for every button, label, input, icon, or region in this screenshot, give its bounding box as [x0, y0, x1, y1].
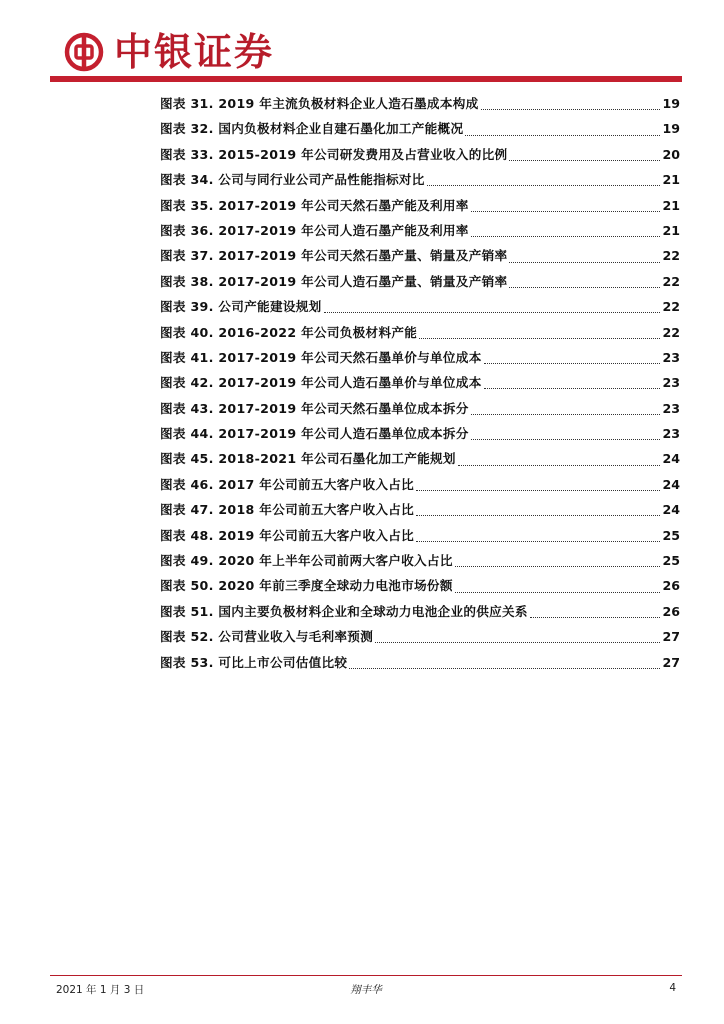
dot-leader: [471, 404, 661, 415]
toc-entry-label[interactable]: 图表 38. 2017-2019 年公司人造石墨产量、销量及产销率: [160, 273, 508, 289]
toc-entry-page[interactable]: 19: [662, 121, 680, 137]
toc-entry-label[interactable]: 图表 46. 2017 年公司前五大客户收入占比: [160, 476, 415, 492]
toc-entry-page[interactable]: 22: [662, 273, 680, 289]
toc-entry[interactable]: [160, 322, 680, 347]
toc-entry-label[interactable]: 图表 37. 2017-2019 年公司天然石墨产量、销量及产销率: [160, 248, 508, 264]
dot-leader: [484, 353, 661, 364]
toc-entry[interactable]: [160, 347, 680, 372]
dot-leader: [427, 175, 661, 186]
dot-leader: [324, 302, 661, 313]
toc-entry-page[interactable]: 27: [662, 654, 680, 670]
toc-entry[interactable]: [160, 423, 680, 448]
toc-entry-page[interactable]: 22: [662, 299, 680, 315]
toc-entry-label[interactable]: 图表 52. 公司营业收入与毛利率预测: [160, 629, 374, 645]
toc-entry[interactable]: [160, 245, 680, 270]
dot-leader: [455, 556, 661, 567]
report-date: 2021 年 1 月 3 日: [56, 984, 145, 996]
toc-entry-label[interactable]: 图表 32. 国内负极材料企业自建石墨化加工产能概况: [160, 121, 464, 137]
dot-leader: [530, 607, 661, 618]
dot-leader: [509, 150, 660, 161]
toc-entry[interactable]: [160, 118, 680, 143]
dot-leader: [416, 531, 660, 542]
dot-leader: [509, 252, 660, 263]
toc-entry-page[interactable]: 23: [662, 426, 680, 442]
dot-leader: [471, 429, 661, 440]
toc-entry[interactable]: [160, 550, 680, 575]
toc-entry-page[interactable]: 24: [662, 451, 680, 467]
toc-entry-page[interactable]: 23: [662, 400, 680, 416]
toc-entry[interactable]: [160, 448, 680, 473]
toc-entry-label[interactable]: 图表 43. 2017-2019 年公司天然石墨单位成本拆分: [160, 400, 469, 416]
toc-entry-label[interactable]: 图表 53. 可比上市公司估值比较: [160, 654, 348, 670]
toc-entry-page[interactable]: 25: [662, 553, 680, 569]
toc-entry-label[interactable]: 图表 36. 2017-2019 年公司人造石墨产能及利用率: [160, 222, 469, 238]
toc-entry-label[interactable]: 图表 34. 公司与同行业公司产品性能指标对比: [160, 172, 425, 188]
toc-entry[interactable]: [160, 626, 680, 651]
toc-entry-label[interactable]: 图表 42. 2017-2019 年公司人造石墨单价与单位成本: [160, 375, 482, 391]
toc-entry[interactable]: [160, 271, 680, 296]
dot-leader: [349, 658, 660, 669]
toc-entry[interactable]: [160, 652, 680, 677]
toc-entry[interactable]: [160, 499, 680, 524]
dot-leader: [471, 201, 661, 212]
toc-entry-page[interactable]: 21: [662, 172, 680, 188]
toc-entry-page[interactable]: 22: [662, 324, 680, 340]
toc-entry[interactable]: [160, 296, 680, 321]
dot-leader: [484, 378, 661, 389]
dot-leader: [458, 455, 661, 466]
toc-entry-page[interactable]: 27: [662, 629, 680, 645]
footer-divider: [50, 975, 682, 976]
toc-entry-label[interactable]: 图表 44. 2017-2019 年公司人造石墨单位成本拆分: [160, 426, 469, 442]
toc-entry[interactable]: [160, 525, 680, 550]
toc-entry-label[interactable]: 图表 51. 国内主要负极材料企业和全球动力电池企业的供应关系: [160, 603, 528, 619]
toc-entry[interactable]: [160, 195, 680, 220]
dot-leader: [465, 125, 660, 136]
toc-entry-label[interactable]: 图表 48. 2019 年公司前五大客户收入占比: [160, 527, 415, 543]
toc-entry-page[interactable]: 21: [662, 197, 680, 213]
toc-entry-page[interactable]: 24: [662, 502, 680, 518]
dot-leader: [375, 632, 660, 643]
toc-entry[interactable]: [160, 169, 680, 194]
toc-entry-label[interactable]: 图表 49. 2020 年上半年公司前两大客户收入占比: [160, 553, 453, 569]
toc-entry[interactable]: [160, 220, 680, 245]
dot-leader: [471, 226, 661, 237]
page-header: [50, 20, 690, 80]
toc-entry-page[interactable]: 26: [662, 603, 680, 619]
toc-entry[interactable]: [160, 474, 680, 499]
toc-entry-label[interactable]: 图表 40. 2016-2022 年公司负极材料产能: [160, 324, 418, 340]
dot-leader: [416, 480, 660, 491]
toc-entry[interactable]: [160, 93, 680, 118]
toc-entry-page[interactable]: 23: [662, 375, 680, 391]
toc-entry-label[interactable]: 图表 50. 2020 年前三季度全球动力电池市场份额: [160, 578, 453, 594]
toc-entry[interactable]: [160, 372, 680, 397]
toc-entry-page[interactable]: 20: [662, 146, 680, 162]
toc-entry-page[interactable]: 19: [662, 96, 680, 111]
toc-entry-label[interactable]: 图表 45. 2018-2021 年公司石墨化加工产能规划: [160, 451, 456, 467]
dot-leader: [509, 277, 660, 288]
toc-entry[interactable]: [160, 575, 680, 600]
dot-leader: [416, 505, 660, 516]
toc-entry-page[interactable]: 26: [662, 578, 680, 594]
company-name: 翔丰华: [350, 984, 382, 996]
toc-entry-page[interactable]: 25: [662, 527, 680, 543]
toc-entry-label[interactable]: 图表 33. 2015-2019 年公司研发费用及占营业收入的比例: [160, 146, 508, 162]
toc-entry-label[interactable]: 图表 31. 2019 年主流负极材料企业人造石墨成本构成: [160, 96, 479, 111]
toc-entry-page[interactable]: 24: [662, 476, 680, 492]
dot-leader: [419, 328, 660, 339]
dot-leader: [481, 99, 661, 110]
toc-entry-page[interactable]: 22: [662, 248, 680, 264]
toc-entry-label[interactable]: 图表 47. 2018 年公司前五大客户收入占比: [160, 502, 415, 518]
toc-entry[interactable]: [160, 601, 680, 626]
toc-entry[interactable]: [160, 144, 680, 169]
toc-entry-label[interactable]: 图表 35. 2017-2019 年公司天然石墨产能及利用率: [160, 197, 469, 213]
toc-entry-label[interactable]: 图表 39. 公司产能建设规划: [160, 299, 322, 315]
toc-entry-label[interactable]: 图表 41. 2017-2019 年公司天然石墨单价与单位成本: [160, 349, 482, 365]
bank-of-china-logo-icon: [64, 32, 104, 72]
figure-list: [160, 93, 680, 677]
header-divider: [50, 76, 682, 82]
toc-entry-page[interactable]: 23: [662, 349, 680, 365]
dot-leader: [455, 582, 661, 593]
brand-name: 中银证券: [114, 29, 275, 74]
toc-entry[interactable]: [160, 398, 680, 423]
toc-entry-page[interactable]: 21: [662, 222, 680, 238]
page-number: 4: [669, 982, 676, 994]
